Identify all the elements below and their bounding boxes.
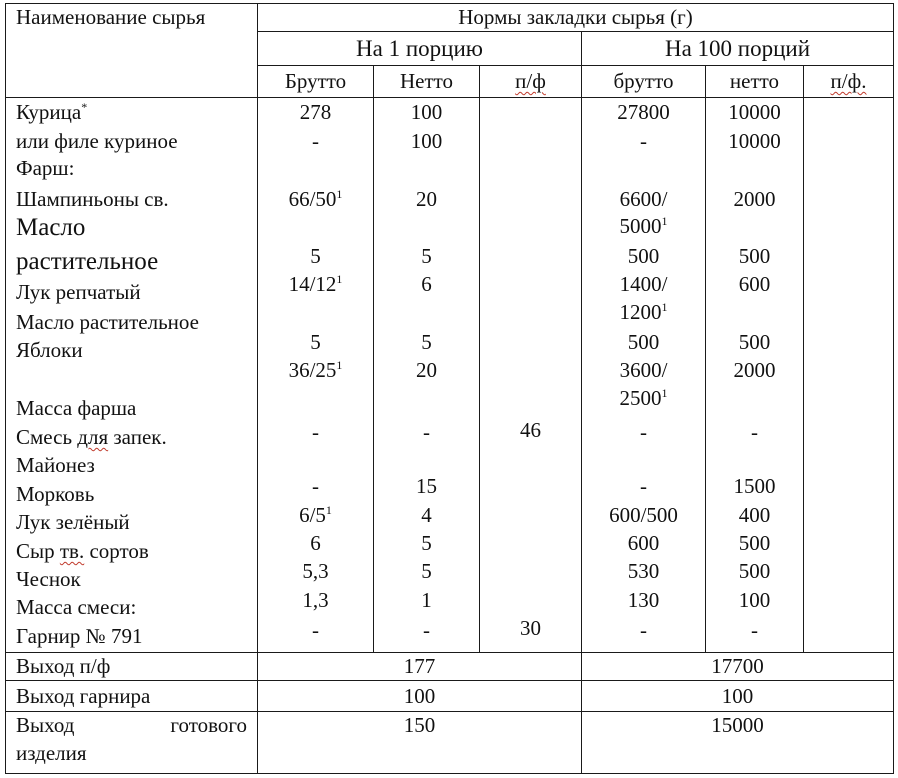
ingredient-name: Чеснок — [16, 567, 81, 591]
brutto-100-value: 500 — [627, 244, 660, 268]
ingredient-name: Майонез — [16, 453, 95, 477]
netto-1-value: 5 — [421, 330, 432, 354]
recipe-table-wrap — [5, 3, 893, 776]
sub-brutto-1: Брутто — [258, 66, 374, 98]
header-col-name — [6, 4, 258, 98]
pf-1-column — [480, 98, 582, 653]
netto-100-value: 500 — [738, 531, 771, 555]
name-smes: Смесь для запек. — [16, 425, 167, 449]
pf-1-value: 46 — [520, 418, 541, 442]
ingredient-name: Яблоки — [16, 338, 83, 362]
brutto-100-value: 5000$^1$ — [619, 214, 668, 238]
row-vyhod-gotovogo — [6, 712, 894, 774]
ingredient-name: Гарнир № 791 — [16, 624, 143, 648]
netto-1-column — [374, 98, 480, 653]
ingredient-name: Фарш: — [16, 156, 75, 180]
pf-1-value: 30 — [520, 616, 541, 640]
brutto-1-value: 5,3 — [302, 559, 329, 583]
ingredient-name: Курица* — [16, 100, 88, 124]
gotov-word-1: Выход — [16, 713, 75, 737]
netto-1-value: 1 — [421, 588, 432, 612]
vyhod-garnira-1: 100 — [258, 681, 582, 712]
netto-1-value: - — [423, 618, 430, 642]
brutto-100-value: 1400/ — [619, 272, 668, 296]
netto-100-value: 500 — [738, 244, 771, 268]
brutto-1-value: - — [312, 420, 319, 444]
brutto-100-value: 1200$^1$ — [619, 300, 668, 324]
header-row-1 — [6, 4, 894, 32]
netto-1-value: 5 — [421, 559, 432, 583]
sub-netto-100: нетто — [706, 66, 804, 98]
header-norms — [258, 4, 894, 32]
netto-1-value: 4 — [421, 503, 432, 527]
brutto-1-value: $6/5^1$ — [299, 503, 332, 527]
brutto-1-value: 5 — [310, 244, 321, 268]
netto-100-value: - — [751, 618, 758, 642]
brutto-1-value: $36/25^1$ — [288, 358, 343, 382]
brutto-1-value: 5 — [310, 330, 321, 354]
brutto-100-value: 27800 — [617, 100, 670, 124]
col-name-label: Наименование сырья — [16, 5, 206, 29]
brutto-1-value: $14/12^1$ — [288, 272, 343, 296]
brutto-100-value: 500 — [627, 330, 660, 354]
asterisk-mark: * — [81, 100, 88, 114]
norms-title: Нормы закладки сырья (г) — [458, 5, 693, 29]
pf-100-column — [804, 98, 894, 653]
group-1-portion: На 1 порцию — [258, 32, 582, 66]
sub-pf-100 — [804, 66, 894, 98]
netto-100-value: 600 — [738, 272, 771, 296]
brutto-1-column — [258, 98, 374, 653]
netto-1-value: 100 — [410, 129, 443, 153]
netto-1-value: 20 — [416, 187, 437, 211]
sub-brutto-100: брутто — [582, 66, 706, 98]
sub-pf-1-label: п/ф — [515, 69, 546, 93]
netto-1-value: 5 — [421, 531, 432, 555]
netto-100-value: 10000 — [728, 100, 781, 124]
vyhod-pf-label: Выход п/ф — [6, 653, 258, 681]
sub-netto-1: Нетто — [374, 66, 480, 98]
sub-pf-100-label: п/ф. — [830, 69, 867, 93]
ingredient-name: Шампиньоны св. — [16, 187, 169, 211]
gotov-label-line1 — [6, 715, 257, 736]
ingredient-name: или филе куриное — [16, 129, 178, 153]
ingredient-name: Масло растительное — [16, 310, 199, 334]
netto-100-column — [706, 98, 804, 653]
netto-1-value: 6 — [421, 272, 432, 296]
ingredients-body-row — [6, 98, 894, 653]
vyhod-gotovogo-100: 15000 — [582, 712, 894, 774]
netto-100-value: 1500 — [733, 474, 776, 498]
recipe-table — [5, 3, 894, 774]
ingredient-name: Лук репчатый — [16, 280, 141, 304]
brutto-1-value: - — [312, 129, 319, 153]
row-vyhod-garnira — [6, 681, 894, 712]
gotov-word-3: изделия — [16, 741, 87, 765]
vyhod-pf-100: 17700 — [582, 653, 894, 681]
vyhod-gotovogo-1: 150 — [258, 712, 582, 774]
ingredient-name: Морковь — [16, 482, 95, 506]
brutto-1-value: 278 — [299, 100, 332, 124]
brutto-100-value: 2500$^1$ — [619, 386, 668, 410]
ingredient-name — [16, 427, 257, 448]
ingredient-name: Сыр тв. сортов — [16, 539, 149, 563]
brutto-100-value: 6600/ — [619, 187, 668, 211]
brutto-100-value: 530 — [627, 559, 660, 583]
brutto-100-value: 600 — [627, 531, 660, 555]
ingredient-name: Масса смеси: — [16, 595, 137, 619]
netto-1-value: 15 — [416, 474, 437, 498]
ingredient-name: Масло — [16, 214, 86, 241]
ingredient-name: Лук зелёный — [16, 510, 130, 534]
brutto-100-value: 600/500 — [609, 503, 678, 527]
brutto-1-value: 6 — [310, 531, 321, 555]
netto-1-value: - — [423, 420, 430, 444]
vyhod-pf-1: 177 — [258, 653, 582, 681]
brutto-100-value: - — [640, 474, 647, 498]
netto-1-value: 100 — [410, 100, 443, 124]
brutto-100-value: 3600/ — [619, 358, 668, 382]
brutto-1-value: - — [312, 474, 319, 498]
netto-100-value: 10000 — [728, 129, 781, 153]
vyhod-garnira-label: Выход гарнира — [6, 681, 258, 712]
netto-1-value: 20 — [416, 358, 437, 382]
brutto-100-value: - — [640, 420, 647, 444]
netto-100-value: 2000 — [733, 187, 776, 211]
brutto-100-value: - — [640, 618, 647, 642]
sub-pf-1 — [480, 66, 582, 98]
ingredient-name: Масса фарша — [16, 396, 137, 420]
netto-100-value: 500 — [738, 330, 771, 354]
gotov-word-2: готового — [170, 713, 247, 737]
netto-100-value: 100 — [738, 588, 771, 612]
brutto-1-value: 1,3 — [302, 588, 329, 612]
brutto-100-column — [582, 98, 706, 653]
netto-1-value: 5 — [421, 244, 432, 268]
group-100-portions: На 100 порций — [582, 32, 894, 66]
brutto-1-value: - — [312, 618, 319, 642]
netto-100-value: - — [751, 420, 758, 444]
row-vyhod-pf — [6, 653, 894, 681]
brutto-1-value: $66/50^1$ — [288, 187, 343, 211]
names-column — [6, 98, 258, 653]
vyhod-gotovogo-label — [6, 712, 258, 774]
netto-100-value: 2000 — [733, 358, 776, 382]
netto-100-value: 500 — [738, 559, 771, 583]
brutto-100-value: - — [640, 129, 647, 153]
vyhod-garnira-100: 100 — [582, 681, 894, 712]
brutto-100-value: 130 — [627, 588, 660, 612]
netto-100-value: 400 — [738, 503, 771, 527]
ingredient-name: растительное — [16, 248, 159, 275]
